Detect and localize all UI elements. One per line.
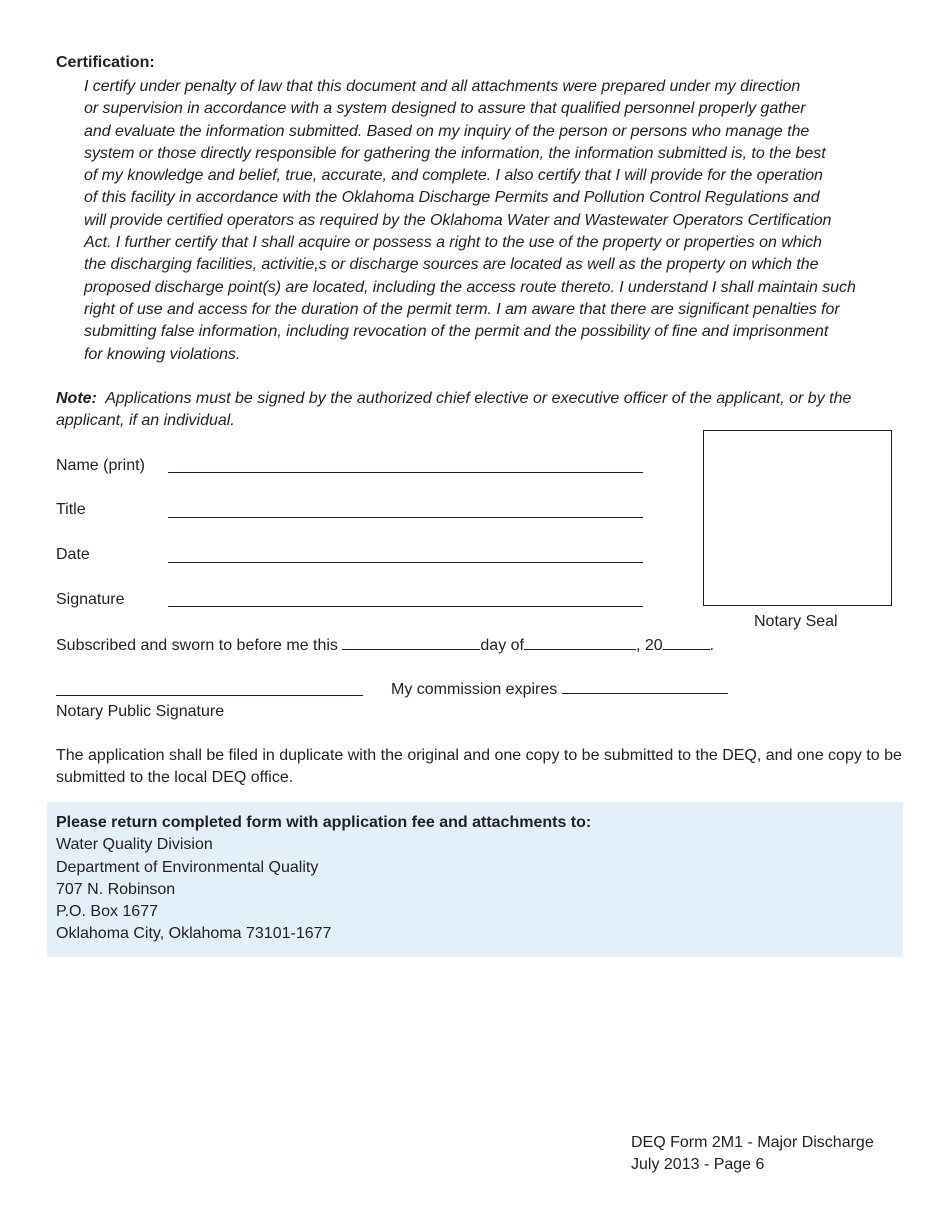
form-name: DEQ Form 2M1 - Major Discharge <box>631 1134 874 1151</box>
sworn-year-label: , 20 <box>635 637 663 654</box>
name-print-line[interactable] <box>168 472 643 473</box>
notary-seal-box <box>703 430 892 606</box>
title-line[interactable] <box>168 517 643 518</box>
certification-line: and evaluate the information submitted. Based on my inquiry of the person or persons who manage the <box>84 122 810 140</box>
signature-label: Signature <box>56 591 125 608</box>
certification-line: right of use and access for the duration of the permit term. I am aware that there are significant penalties for <box>84 300 840 318</box>
note-text: Applications must be signed by the authorized chief elective or executive officer of the applicant, or by the applicant, if an individual. <box>56 390 852 430</box>
sworn-month-blank[interactable] <box>524 635 636 650</box>
sworn-prefix: Subscribed and sworn to before me this <box>56 637 338 654</box>
page-footer <box>631 1132 874 1177</box>
certification-line: for knowing violations. <box>84 345 241 363</box>
certification-heading: Certification: <box>56 54 155 71</box>
notary-signature-line[interactable] <box>56 695 363 696</box>
certification-line: the discharging facilities, activitie,s or discharge sources are located as well as the property on which the <box>84 256 819 274</box>
filing-instructions: The application shall be filed in duplicate with the original and one copy to be submitted to the DEQ, and one copy to be submitted to the local DEQ office. <box>56 747 902 787</box>
signature-line[interactable] <box>168 606 643 607</box>
certification-line: Act. I further certify that I shall acquire or possess a right to the use of the property or properties on which <box>84 234 822 252</box>
notary-seal-label: Notary Seal <box>754 613 838 630</box>
commission-label: My commission expires <box>391 681 558 698</box>
sworn-statement <box>56 635 714 656</box>
address-line: Oklahoma City, Oklahoma 73101-1677 <box>56 925 332 943</box>
certification-line: or supervision in accordance with a system designed to assure that qualified personnel properly gather <box>84 100 806 118</box>
name-print-label: Name (print) <box>56 457 145 474</box>
certification-line: submitting false information, including revocation of the permit and the possibility of fine and imprisonment <box>84 323 829 341</box>
address-line: 707 N. Robinson <box>56 880 176 898</box>
return-address-box <box>47 802 903 957</box>
form-date-page: July 2013 - Page 6 <box>631 1156 765 1174</box>
certification-line: proposed discharge point(s) are located, including the access route thereto. I understand I shall maintain such <box>84 278 856 296</box>
date-line[interactable] <box>168 562 643 563</box>
certification-line: system or those directly responsible for gathering the information, the information submitted is, to the best <box>84 144 826 162</box>
note-paragraph <box>56 388 896 433</box>
certification-line: of my knowledge and belief, true, accurate, and complete. I also certify that I will provide for the operation <box>84 167 823 185</box>
certification-statement <box>84 76 904 366</box>
address-line: Department of Environmental Quality <box>56 858 319 876</box>
sworn-end: . <box>709 637 715 654</box>
commission-expires <box>391 679 728 700</box>
address-line: Water Quality Division <box>56 836 213 854</box>
note-label: Note: <box>56 390 97 407</box>
return-heading: Please return completed form with application fee and attachments to: <box>56 814 592 831</box>
notary-public-signature-label: Notary Public Signature <box>56 703 225 720</box>
title-label: Title <box>56 501 86 518</box>
certification-line: of this facility in accordance with the Oklahoma Discharge Permits and Pollution Control Regulations and <box>84 189 820 207</box>
date-label: Date <box>56 546 90 563</box>
sworn-year-blank[interactable] <box>663 635 710 650</box>
certification-line: will provide certified operators as required by the Oklahoma Water and Wastewater Operators Certification <box>84 211 832 229</box>
sworn-day-label: day of <box>480 637 524 654</box>
certification-line: I certify under penalty of law that this document and all attachments were prepared under my direction <box>84 78 801 95</box>
commission-blank[interactable] <box>562 679 728 694</box>
address-line: P.O. Box 1677 <box>56 903 158 921</box>
sworn-day-blank[interactable] <box>342 635 480 650</box>
